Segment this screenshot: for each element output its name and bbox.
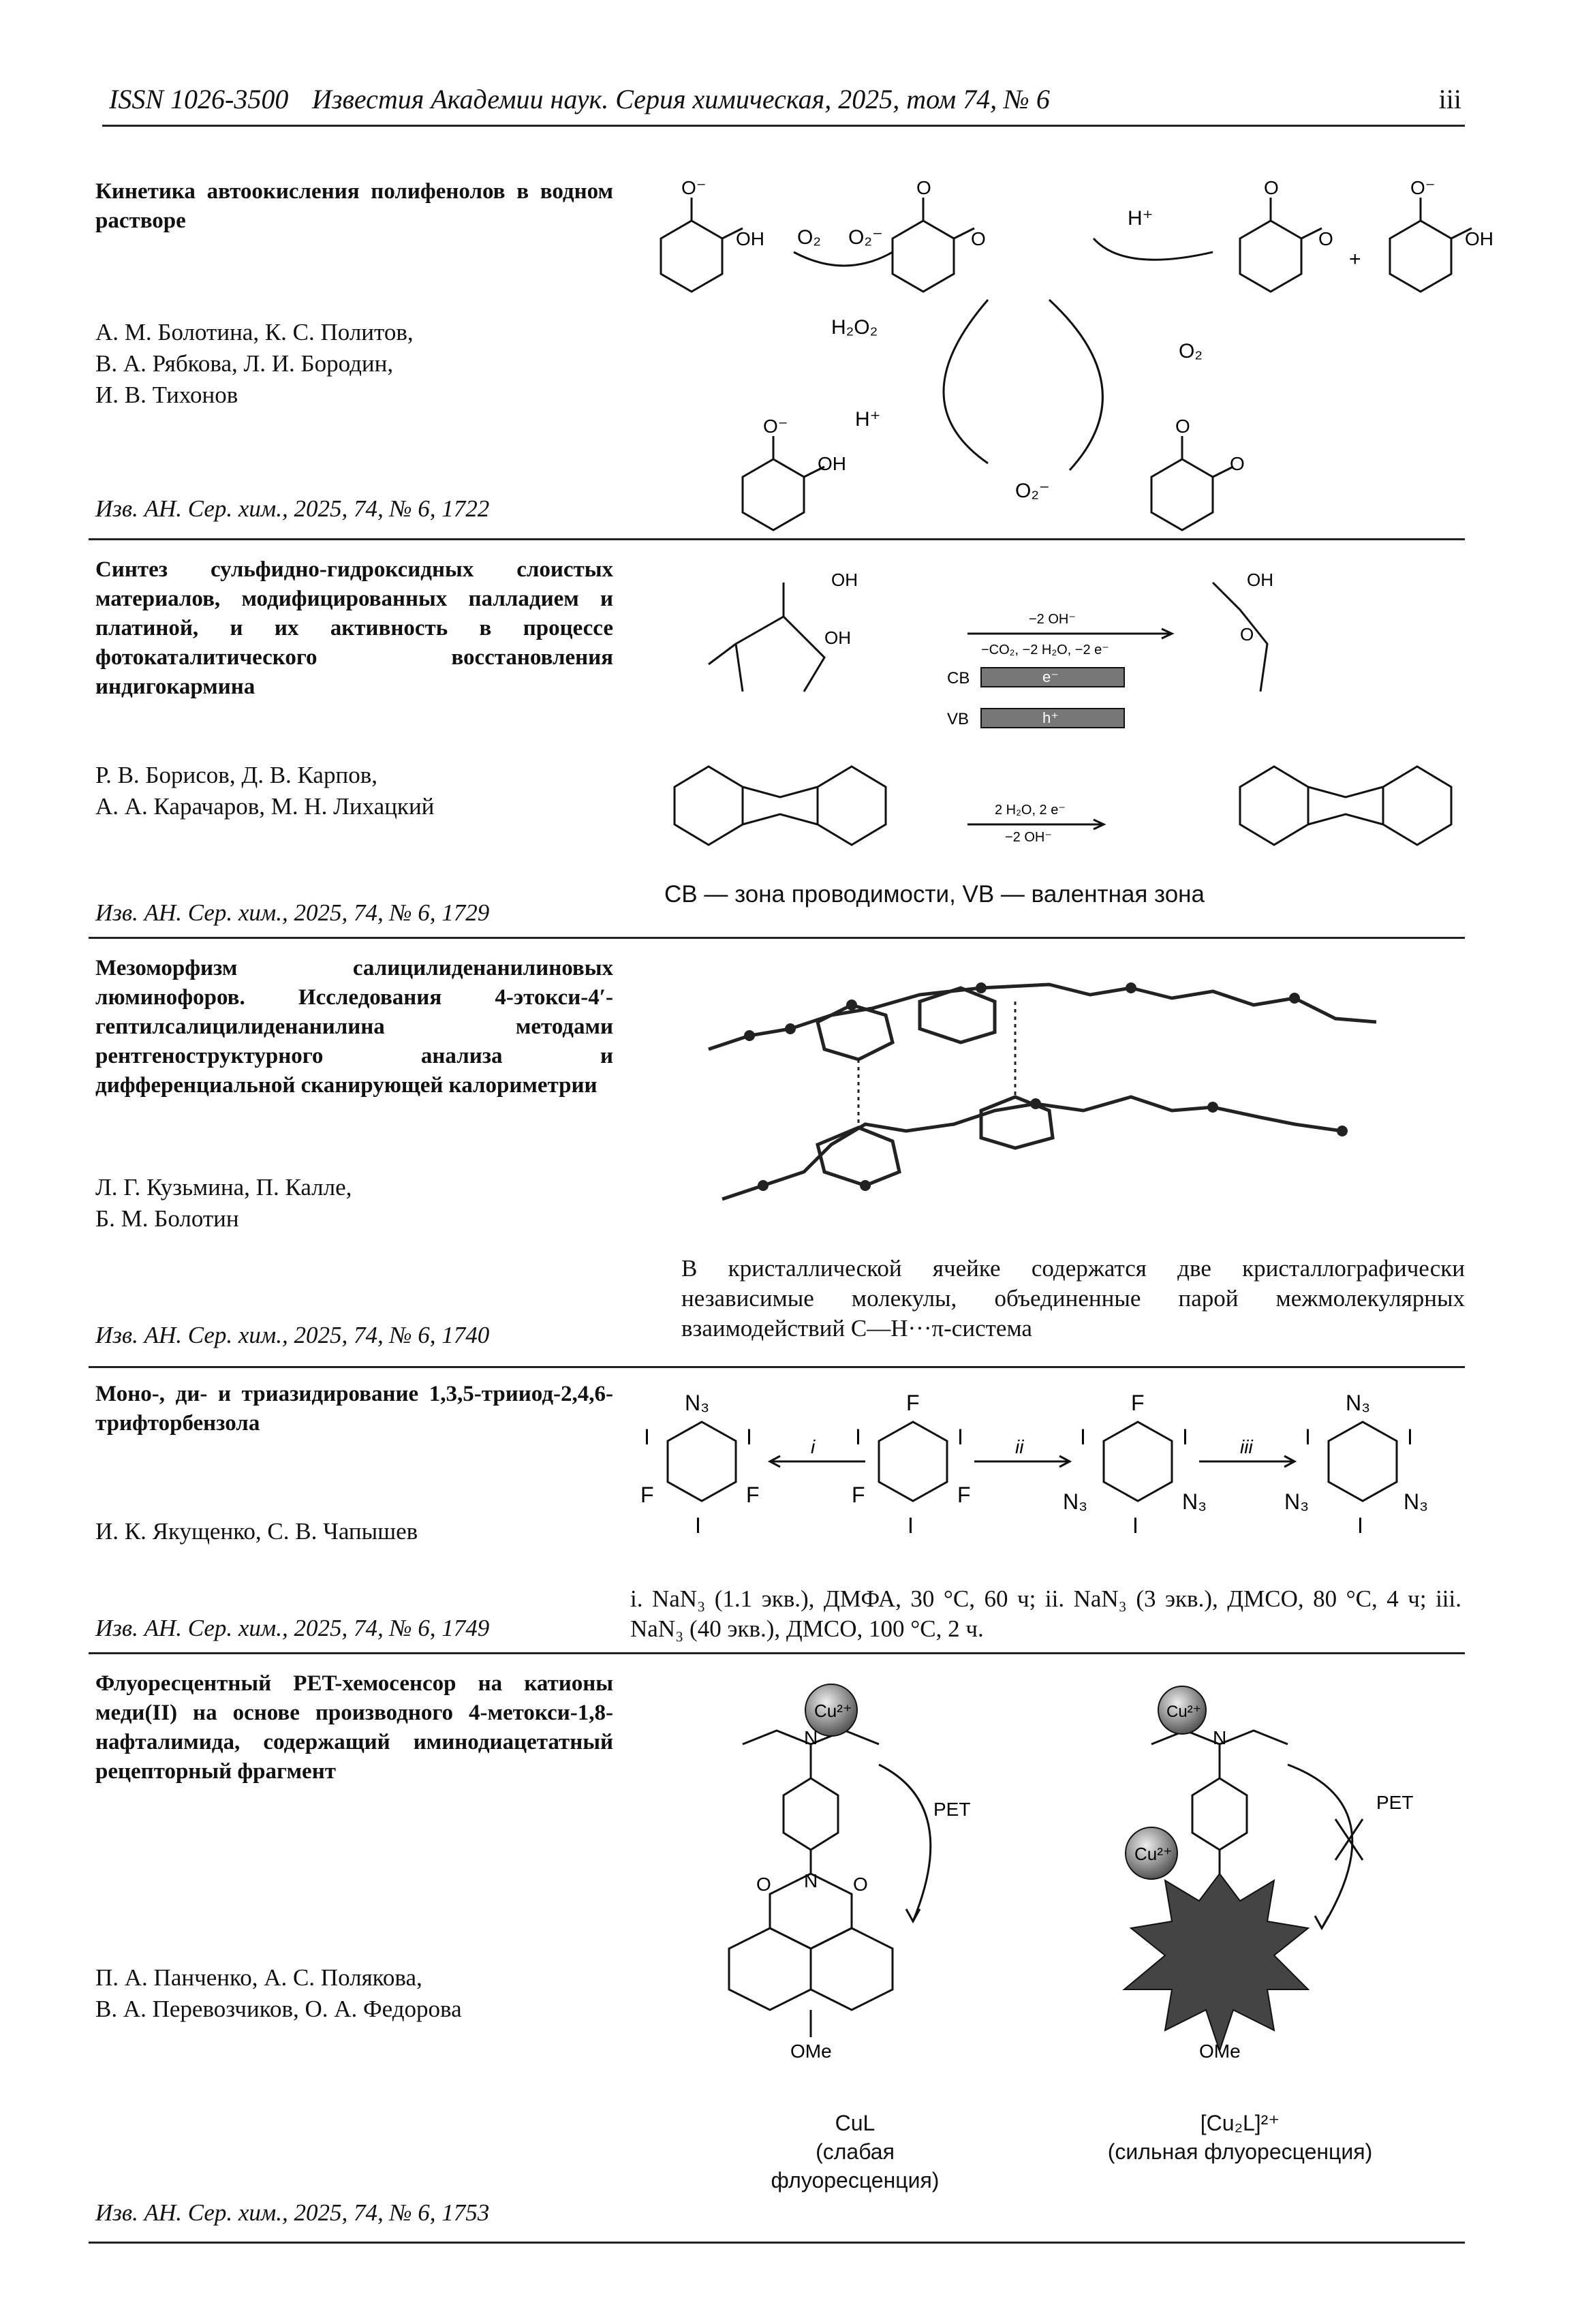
band-label: CB	[947, 669, 970, 687]
scheme-label: O	[971, 228, 986, 249]
scheme-label: F	[640, 1483, 654, 1507]
arrow-label: 2 H₂O, 2 e⁻	[995, 803, 1066, 818]
abstract-entry-4	[89, 1380, 1465, 1649]
scheme-label: I	[1305, 1425, 1311, 1449]
entry-divider	[89, 1366, 1465, 1368]
scheme-label: O	[1240, 624, 1254, 645]
scheme-label: I	[1357, 1513, 1363, 1538]
scheme-label: OMe	[790, 2041, 832, 2062]
author-line: П. А. Панченко, А. С. Полякова,	[95, 1964, 422, 1991]
complex-name: [Cu₂L]²⁺	[1200, 2111, 1280, 2135]
abstract-entry-3	[89, 954, 1465, 1363]
entry-divider	[89, 1652, 1465, 1654]
page-number: iii	[1438, 84, 1461, 114]
scheme-label: O	[916, 177, 931, 198]
scheme-label: I	[957, 1425, 963, 1449]
author-line: В. А. Перевозчиков, О. А. Федорова	[95, 1996, 462, 2022]
header-rule	[102, 125, 1465, 127]
journal-title: Известия Академии наук. Серия химическая, 2025, том 74, № 6	[312, 84, 1050, 114]
scheme-label: I	[746, 1425, 752, 1449]
arrow-label: −2 OH⁻	[1029, 612, 1076, 627]
authors	[95, 317, 613, 411]
pet-chemosensor-scheme	[675, 1669, 1465, 2105]
arrow-label: −CO₂, −2 H₂O, −2 e⁻	[981, 642, 1109, 657]
scheme-label: O₂	[1179, 340, 1203, 362]
article-title: Мезоморфизм салицилиденанилиновых люминофоров. Исследования 4-этокси-4′-гептилсалицилиденанилина методами рентгеноструктурного анализа и дифференциальной сканирующей калориметрии	[95, 956, 613, 1098]
scheme-label: OH	[1247, 570, 1273, 590]
author-line: Б. М. Болотин	[95, 1205, 239, 1232]
fluorescence-burst	[1124, 1874, 1308, 2051]
scheme-label: O	[756, 1874, 771, 1895]
figure-caption: В кристаллической ячейке содержатся две кристаллографически независимые молекулы, объединенные парой межмолекулярных взаимодействий С—Н···π-система	[681, 1255, 1465, 1342]
complex-note: (слабая флуоресценция)	[771, 2139, 940, 2193]
scheme-label: F	[852, 1483, 865, 1507]
photocatalysis-scheme	[627, 555, 1465, 876]
crystal-structure-figure	[695, 967, 1451, 1240]
author-line: И. К. Якущенко, С. В. Чапышев	[95, 1518, 418, 1545]
scheme-label: O₂⁻	[848, 226, 883, 249]
scheme-label: OMe	[1199, 2041, 1241, 2062]
scheme-label: OH	[736, 228, 764, 249]
scheme-label: H⁺	[1128, 207, 1153, 230]
entry-divider	[89, 2242, 1465, 2244]
author-line: А. А. Карачаров, М. Н. Лихацкий	[95, 793, 435, 820]
right-complex-label	[1063, 2109, 1417, 2166]
scheme-label: O⁻	[681, 177, 707, 198]
band-label: h⁺	[1042, 709, 1059, 726]
author-line: Р. В. Борисов, Д. В. Карпов,	[95, 762, 377, 788]
scheme-label: O₂	[797, 226, 821, 249]
scheme-label: N	[1213, 1727, 1227, 1748]
abstract-entry-1	[89, 177, 1493, 531]
scheme-label: O	[1175, 416, 1190, 437]
scheme-label: I	[695, 1513, 701, 1538]
scheme-label: I	[644, 1425, 650, 1449]
citation: Изв. АН. Сер. хим., 2025, 74, № 6, 1753	[95, 2199, 490, 2226]
scheme-label: I	[908, 1513, 914, 1538]
scheme-label: N	[804, 1870, 818, 1891]
citation: Изв. АН. Сер. хим., 2025, 74, № 6, 1729	[95, 899, 490, 926]
scheme-label: Cu²⁺	[1134, 1844, 1173, 1864]
entry-divider	[89, 937, 1465, 939]
left-complex-label	[770, 2109, 940, 2195]
scheme-label: OH	[824, 628, 851, 648]
scheme-label: OH	[1465, 228, 1493, 249]
scheme-label: N₃	[1404, 1489, 1429, 1514]
scheme-label: I	[855, 1425, 861, 1449]
abstract-entry-5	[89, 1669, 1465, 2235]
scheme-label: OH	[831, 570, 858, 590]
scheme-label: OH	[818, 453, 846, 474]
scheme-label: N₃	[1346, 1391, 1371, 1415]
scheme-label: F	[906, 1391, 920, 1415]
scheme-label: N₃	[685, 1391, 710, 1415]
scheme-label: I	[1407, 1425, 1413, 1449]
authors	[95, 760, 613, 822]
scheme-label: F	[746, 1483, 760, 1507]
scheme-label: PET	[1376, 1792, 1414, 1813]
citation: Изв. АН. Сер. хим., 2025, 74, № 6, 1749	[95, 1615, 490, 1641]
running-header	[95, 80, 1461, 121]
figure-caption: СВ — зона проводимости, VB — валентная зона	[664, 881, 1205, 908]
step-label: i	[811, 1436, 816, 1457]
article-title: Флуоресцентный PET-хемосенсор на катионы меди(II) на основе производного 4-метокси-1,8-нафталимида, содержащий иминодиацетатный рецепторный фрагмент	[95, 1671, 613, 1784]
scheme-label: H⁺	[855, 408, 881, 431]
scheme-label: O⁻	[763, 416, 788, 437]
scheme-label: I	[1080, 1425, 1086, 1449]
azidation-scheme	[613, 1380, 1465, 1564]
issn: ISSN 1026-3500	[109, 84, 289, 114]
band-label: e⁻	[1042, 668, 1059, 685]
arrow-label: −2 OH⁻	[1005, 830, 1052, 845]
scheme-label: O	[1264, 177, 1279, 198]
scheme-label: H₂O₂	[831, 316, 878, 339]
scheme-label: O	[1230, 453, 1245, 474]
autoxidation-scheme	[627, 177, 1493, 531]
author-line: Л. Г. Кузьмина, П. Калле,	[95, 1174, 352, 1200]
step-label: ii	[1015, 1436, 1024, 1457]
band-label: VB	[947, 710, 970, 728]
scheme-label: F	[957, 1483, 971, 1507]
article-title: Моно-, ди- и триазидирование 1,3,5-трииод-2,4,6-трифторбензола	[95, 1382, 613, 1436]
complex-name: CuL	[835, 2111, 876, 2135]
authors	[95, 1962, 613, 2025]
scheme-label: Cu²⁺	[814, 1701, 852, 1721]
scheme-label: F	[1131, 1391, 1145, 1415]
author-line: А. М. Болотина, К. С. Политов,	[95, 319, 414, 345]
scheme-label: N₃	[1284, 1489, 1310, 1514]
scheme-label: O	[1318, 228, 1333, 249]
scheme-label: I	[1132, 1513, 1138, 1538]
author-line: И. В. Тихонов	[95, 382, 238, 408]
article-title: Кинетика автоокисления полифенолов в водном растворе	[95, 179, 613, 233]
entry-divider	[89, 538, 1465, 540]
citation: Изв. АН. Сер. хим., 2025, 74, № 6, 1722	[95, 495, 490, 522]
complex-note: (сильная флуоресценция)	[1107, 2139, 1373, 2164]
scheme-label: N	[804, 1727, 818, 1748]
step-label: iii	[1240, 1436, 1253, 1457]
scheme-label: O	[853, 1874, 868, 1895]
reaction-conditions: i. NaN₃ (1.1 экв.), ДМФА, 30 °С, 60 ч; ii. NaN₃ (3 экв.), ДМСО, 80 °С, 4 ч; iii. NaN₃ (40 экв.), ДМСО, 100 °С, 2 ч.	[630, 1585, 1461, 1642]
abstract-entry-2	[89, 555, 1465, 933]
scheme-label: O⁻	[1410, 177, 1436, 198]
author-line: В. А. Рябкова, Л. И. Бородин,	[95, 350, 394, 377]
authors	[95, 1516, 613, 1547]
scheme-label: I	[1182, 1425, 1188, 1449]
authors	[95, 1172, 613, 1235]
scheme-label: Cu²⁺	[1166, 1703, 1202, 1721]
scheme-label: PET	[933, 1799, 971, 1820]
scheme-label: N₃	[1182, 1489, 1207, 1514]
article-title: Синтез сульфидно-гидроксидных слоистых материалов, модифицированных палладием и платиной, и их активность в процессе фотокаталитического восстановления индигокармина	[95, 557, 613, 699]
citation: Изв. АН. Сер. хим., 2025, 74, № 6, 1740	[95, 1322, 490, 1348]
svg-text:+: +	[1349, 248, 1361, 270]
scheme-label: N₃	[1063, 1489, 1088, 1514]
scheme-label: O₂⁻	[1015, 480, 1050, 502]
